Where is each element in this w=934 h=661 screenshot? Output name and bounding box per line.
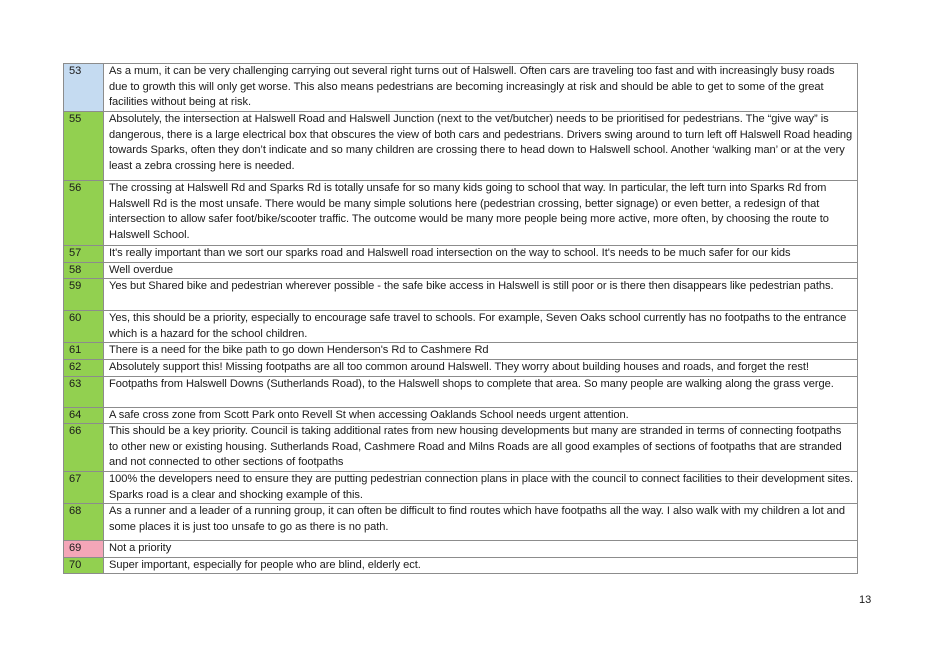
page-number: 13 — [859, 594, 872, 606]
table-row — [64, 504, 858, 541]
table-row — [64, 279, 858, 311]
response-text: Yes but Shared bike and pedestrian wherever possible - the safe bike access in Halswell is still poor or is there then disappears like pedestrian paths. — [104, 279, 858, 311]
response-id: 55 — [64, 112, 104, 181]
response-id: 70 — [64, 557, 104, 574]
response-text: 100% the developers need to ensure they are putting pedestrian connection plans in place with the council to connect facilities to their development sites. Sparks road is a clear and shocking example of this. — [104, 471, 858, 503]
response-id: 67 — [64, 471, 104, 503]
response-id: 66 — [64, 424, 104, 472]
response-id: 64 — [64, 407, 104, 424]
response-text: Yes, this should be a priority, especially to encourage safe travel to schools. For example, Seven Oaks school currently has no footpaths to the entrance which is a hazard for the school children. — [104, 311, 858, 343]
feedback-table — [63, 63, 858, 574]
response-id: 58 — [64, 262, 104, 279]
table-row — [64, 343, 858, 360]
response-text: Not a priority — [104, 541, 858, 558]
response-text: A safe cross zone from Scott Park onto Revell St when accessing Oaklands School needs urgent attention. — [104, 407, 858, 424]
response-id: 59 — [64, 279, 104, 311]
response-text: Well overdue — [104, 262, 858, 279]
response-text: Absolutely support this! Missing footpaths are all too common around Halswell. They worry about building houses and roads, and forget the rest! — [104, 359, 858, 376]
response-text: As a mum, it can be very challenging carrying out several right turns out of Halswell. Often cars are traveling too fast and with increasingly busy roads due to growth this will only get worse. This also means pedestrians are becoming increasingly at risk and should be able to get to some of the great facilities without being at risk. — [104, 64, 858, 112]
response-text: The crossing at Halswell Rd and Sparks Rd is totally unsafe for so many kids going to school that way. In particular, the left turn into Sparks Rd from Halswell Rd is the most unsafe. There would be many simple solutions here (pedestrian crossing, better signage) or even better, a redesign of that intersection to allow safer foot/bike/scooter traffic. The outcome would be many more people being more active, more often, by choosing the route to Halswell School. — [104, 181, 858, 246]
table-row — [64, 407, 858, 424]
response-id: 56 — [64, 181, 104, 246]
table-row — [64, 359, 858, 376]
response-id: 61 — [64, 343, 104, 360]
table-row — [64, 376, 858, 407]
table-row — [64, 424, 858, 472]
table-row — [64, 262, 858, 279]
table-row — [64, 557, 858, 574]
response-text: Super important, especially for people who are blind, elderly ect. — [104, 557, 858, 574]
table-row — [64, 64, 858, 112]
response-text: Absolutely, the intersection at Halswell Road and Halswell Junction (next to the vet/butcher) needs to be prioritised for pedestrians. The “give way” is dangerous, there is a large electrical box that obscures the view of both cars and pedestrians. Drivers swing around to turn left off Halswell Road heading towards Sparks, often they don’t indicate and so many children are crossing there to head down to Halswell school. Another ‘walking man’ or at the very least a zebra crossing here is needed. — [104, 112, 858, 181]
response-id: 62 — [64, 359, 104, 376]
response-id: 63 — [64, 376, 104, 407]
response-text: This should be a key priority. Council is taking additional rates from new housing developments but many are stranded in terms of connecting footpaths to other new or existing housing. Sutherlands Road, Cashmere Road and Milns Roads are all good examples of sections of footpaths that are stranded and not connected to other sections of footpaths — [104, 424, 858, 472]
response-text: It's really important than we sort our sparks road and Halswell road intersection on the way to school. It's needs to be much safer for our kids — [104, 246, 858, 263]
table-row — [64, 541, 858, 558]
response-id: 60 — [64, 311, 104, 343]
response-text: Footpaths from Halswell Downs (Sutherlands Road), to the Halswell shops to complete that area. So many people are walking along the grass verge. — [104, 376, 858, 407]
table-row — [64, 471, 858, 503]
response-text: As a runner and a leader of a running group, it can often be difficult to find routes which have footpaths all the way. I also walk with my children a lot and some places it is just too unsafe to go as there is no path. — [104, 504, 858, 541]
table-row — [64, 246, 858, 263]
table-row — [64, 311, 858, 343]
table-row — [64, 112, 858, 181]
table-row — [64, 181, 858, 246]
feedback-table-body — [64, 64, 858, 574]
response-text: There is a need for the bike path to go down Henderson's Rd to Cashmere Rd — [104, 343, 858, 360]
response-id: 57 — [64, 246, 104, 263]
response-id: 69 — [64, 541, 104, 558]
response-id: 53 — [64, 64, 104, 112]
response-id: 68 — [64, 504, 104, 541]
